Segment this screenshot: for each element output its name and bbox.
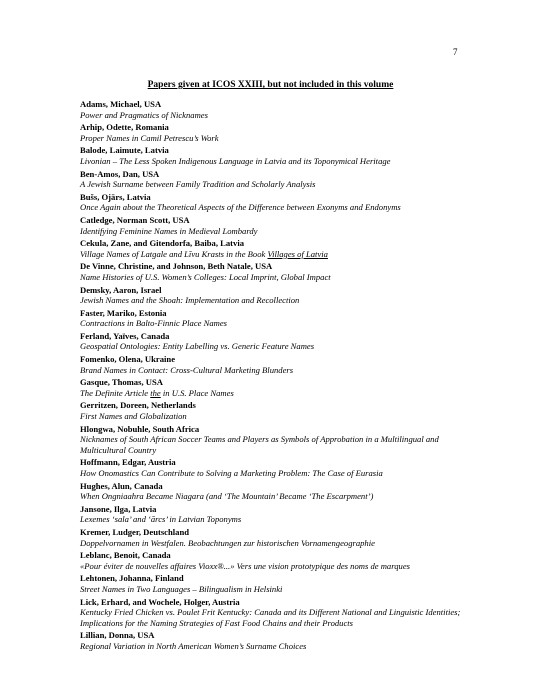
page-number: 7 <box>453 47 458 57</box>
list-item <box>80 122 470 143</box>
entry-author: Jansone, Ilga, Latvia <box>80 503 157 514</box>
entry-title <box>80 202 470 213</box>
entry-title-text: Contractions in Balto-Finnic Place Names <box>80 318 228 329</box>
list-item <box>80 597 470 629</box>
entry-title-text: Street Names in Two Languages – Bilingualism in Helsinki <box>80 583 283 594</box>
entry-title-underlined: the <box>150 387 161 398</box>
entry-title-text: Livonian – The Less Spoken Indigenous Language in Latvia and its Toponymical Heritage <box>80 155 391 166</box>
entry-author: Kremer, Ludger, Deutschland <box>80 526 190 537</box>
entry-title <box>80 411 470 422</box>
entry-title <box>80 434 470 455</box>
entry-title <box>80 133 470 144</box>
list-item <box>80 331 470 352</box>
list-item <box>80 527 470 548</box>
list-item <box>80 550 470 571</box>
entry-title <box>80 607 470 628</box>
entry-title-text: When Ongniaahra Became Niagara (and ‘The Mountain’ Became ‘The Escarpment’) <box>80 491 374 502</box>
entry-author: Ferland, Yaïves, Canada <box>80 330 170 341</box>
entry-title <box>80 584 470 595</box>
entry-title <box>80 226 470 237</box>
entry-author: Hoffmann, Edgar, Austria <box>80 457 176 468</box>
entry-title <box>80 318 470 329</box>
entry-title-text: Jewish Names and the Shoah: Implementation and Recollection <box>80 295 300 306</box>
entry-title <box>80 514 470 525</box>
entry-title <box>80 272 470 283</box>
entry-author: Cekula, Zane, and Gitendorfa, Baiba, Latvia <box>80 238 245 249</box>
entry-title <box>80 468 470 479</box>
entry-title-text: Lexemes ‘sala’ and ‘ārcs’ in Latvian Toponyms <box>80 514 242 525</box>
entry-title-text: Name Histories of U.S. Women’s Colleges: Local Imprint, Global Impact <box>80 271 331 282</box>
entry-title-text: A Jewish Surname between Family Tradition and Scholarly Analysis <box>80 179 316 190</box>
entry-title-text: Kentucky Fried Chicken vs. Poulet Frit Kentucky: Canada and its Different National and Linguistic Identities; Implications for the Naming Strategies of Fast Food Chains and their Products <box>80 607 461 628</box>
entry-author: Lehtonen, Johanna, Finland <box>80 573 184 584</box>
entry-title <box>80 365 470 376</box>
list-item <box>80 215 470 236</box>
entry-author: Ben-Amos, Dan, USA <box>80 168 160 179</box>
list-item <box>80 630 470 651</box>
entry-title-text: «Pour éviter de nouvelles affaires Vioxx®...» Vers une vision prototypique des noms de marques <box>80 560 411 571</box>
entry-title-text: Geospatial Ontologies: Entity Labelling vs. Generic Feature Names <box>80 341 315 352</box>
list-item <box>80 169 470 190</box>
list-item <box>80 285 470 306</box>
entry-title <box>80 388 470 399</box>
entry-title-text: Nicknames of South African Soccer Teams and Players as Symbols of Approbation in a Multilingual and Multicultural Country <box>80 434 439 455</box>
entry-title-text: First Names and Globalization <box>80 411 187 422</box>
entry-title-text: The Definite Article <box>80 387 151 398</box>
entry-author: Hughes, Alun, Canada <box>80 480 163 491</box>
entry-author: Fomenko, Olena, Ukraine <box>80 354 176 365</box>
list-item <box>80 377 470 398</box>
entry-title-text: Brand Names in Contact: Cross-Cultural Marketing Blunders <box>80 364 294 375</box>
entry-author: Bušs, Ojārs, Latvia <box>80 191 151 202</box>
entry-title-text: Identifying Feminine Names in Medieval Lombardy <box>80 225 258 236</box>
list-item <box>80 192 470 213</box>
entry-title-text: Proper Names in Camil Petrescu’s Work <box>80 132 219 143</box>
entry-author: Adams, Michael, USA <box>80 99 162 109</box>
list-item <box>80 504 470 525</box>
entry-title-text: Village Names of Latgale and Līvu Krasts in the Book <box>80 248 268 259</box>
list-item <box>80 145 470 166</box>
entry-title <box>80 341 470 352</box>
entry-title-text: Once Again about the Theoretical Aspects of the Difference between Exonyms and Endonyms <box>80 202 401 213</box>
entry-author: De Vinne, Christine, and Johnson, Beth Natale, USA <box>80 261 273 272</box>
list-item <box>80 354 470 375</box>
list-item <box>80 481 470 502</box>
entry-title <box>80 538 470 549</box>
entry-title <box>80 249 470 260</box>
list-item <box>80 424 470 456</box>
entry-author: Gerritzen, Doreen, Netherlands <box>80 400 196 411</box>
entry-title-text: Power and Pragmatics of Nicknames <box>80 109 208 120</box>
entry-title <box>80 110 470 121</box>
entry-title-underlined: Villages of Latvia <box>267 248 328 259</box>
list-item <box>80 99 470 120</box>
entry-author: Gasque, Thomas, USA <box>80 377 163 388</box>
list-item <box>80 400 470 421</box>
entry-title-text: How Onomastics Can Contribute to Solving a Marketing Problem: The Case of Eurasia <box>80 468 383 478</box>
list-item <box>80 261 470 282</box>
entry-title <box>80 179 470 190</box>
entry-title <box>80 561 470 572</box>
entry-author: Faster, Mariko, Estonia <box>80 307 167 318</box>
list-item <box>80 573 470 594</box>
entry-title <box>80 491 470 502</box>
entry-title-text-after: in U.S. Place Names <box>160 387 234 398</box>
entry-title-text: Doppelvornamen in Westfalen. Beobachtungen zur historischen Vornamengeographie <box>80 537 375 548</box>
entry-author: Lick, Erhard, and Wochele, Holger, Austria <box>80 596 240 607</box>
list-item <box>80 457 470 478</box>
entry-list <box>80 99 470 654</box>
entry-title <box>80 641 470 652</box>
entry-author: Arhip, Odette, Romania <box>80 122 169 133</box>
entry-title-text: Regional Variation in North American Women’s Surname Choices <box>80 640 307 651</box>
entry-author: Catledge, Norman Scott, USA <box>80 214 190 225</box>
entry-title <box>80 156 470 167</box>
entry-author: Lillian, Donna, USA <box>80 630 155 641</box>
entry-author: Demsky, Aaron, Israel <box>80 284 162 295</box>
entry-author: Leblanc, Benoit, Canada <box>80 550 171 561</box>
list-item <box>80 308 470 329</box>
entry-author: Hlongwa, Nobuhle, South Africa <box>80 423 200 434</box>
entry-author: Balode, Laimute, Latvia <box>80 145 169 156</box>
entry-title <box>80 295 470 306</box>
section-heading: Papers given at ICOS XXIII, but not included in this volume <box>147 80 394 90</box>
list-item <box>80 238 470 259</box>
